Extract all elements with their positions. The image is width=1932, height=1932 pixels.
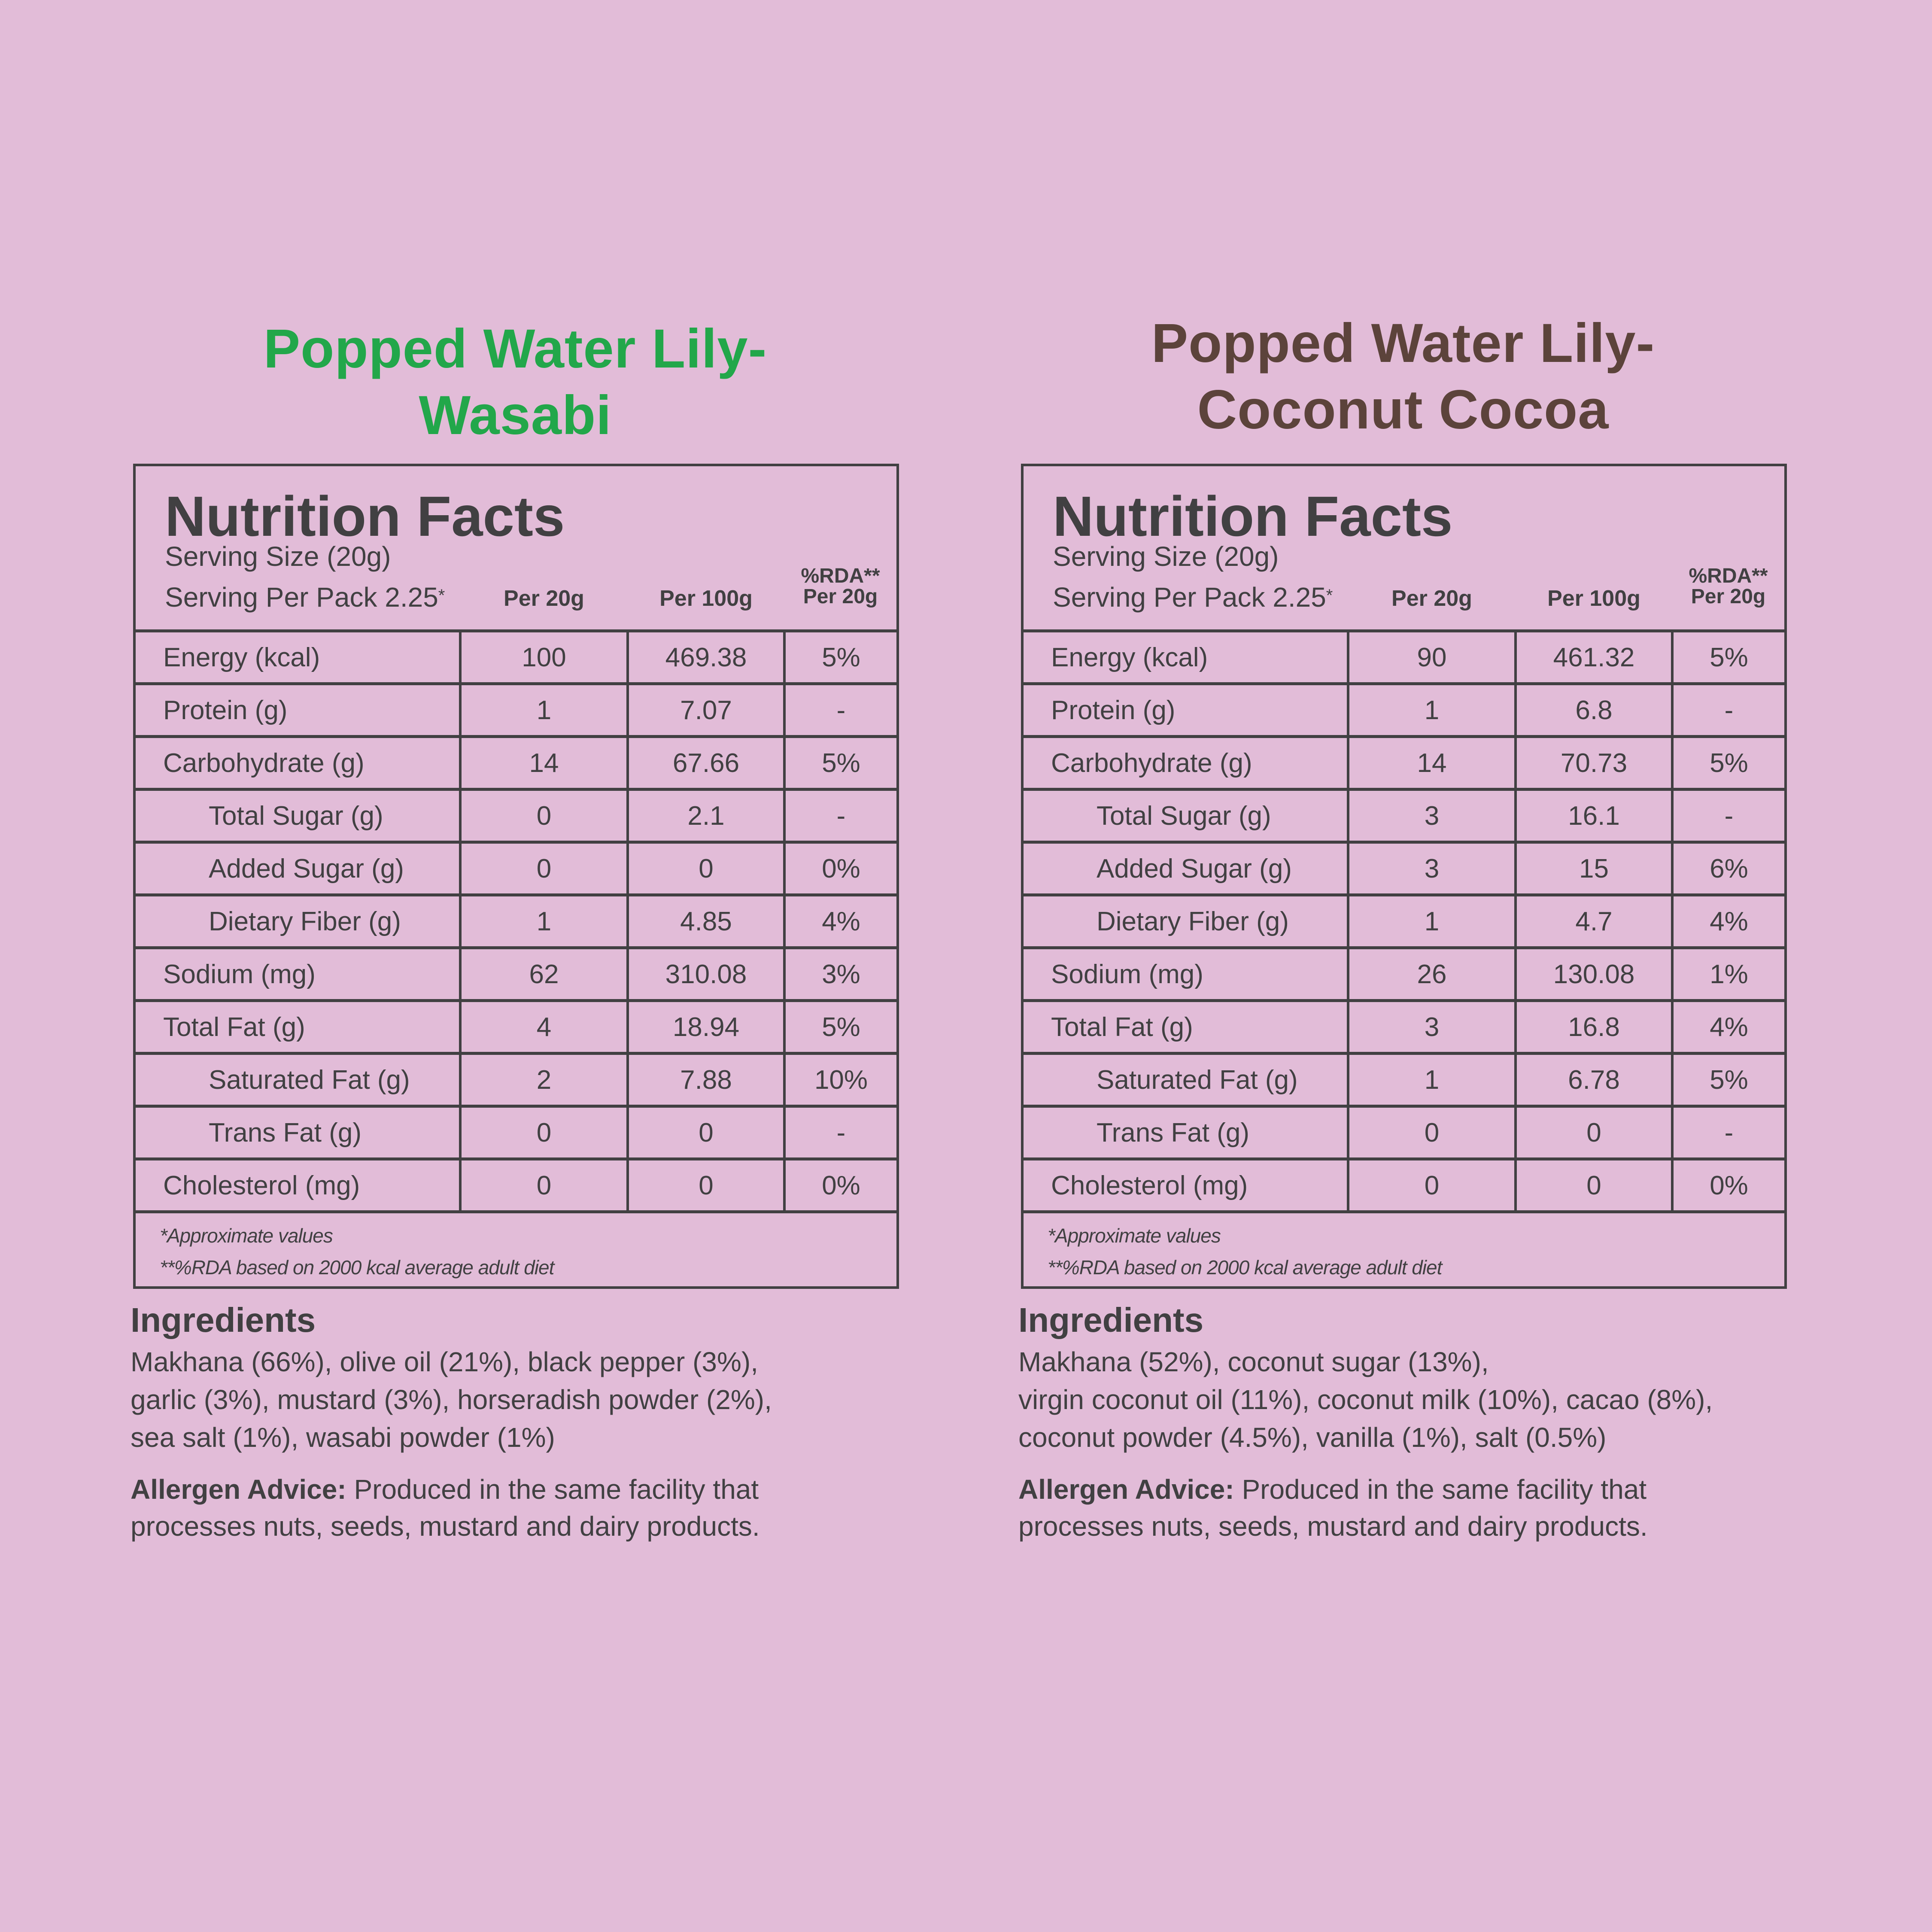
ingredients-line: virgin coconut oil (11%), coconut milk (10%), cacao (8%), [1018,1384,1713,1415]
value-per-100g: 130.08 [1516,948,1672,1001]
value-per-20g: 3 [1348,790,1516,842]
nutrient-label: Dietary Fiber (g) [1024,895,1348,948]
value-rda: 0% [784,1159,896,1211]
value-per-20g: 2 [460,1054,628,1106]
nutrition-footnotes [1024,1210,1784,1286]
column-header-per-100g: Per 100g [1547,586,1640,611]
value-per-100g: 4.85 [628,895,784,948]
footnote-approximate: *Approximate values [1048,1224,1221,1247]
table-row [1024,1001,1784,1054]
ingredients-section [1018,1301,1834,1545]
column-header-per-100g: Per 100g [659,586,753,611]
value-rda: 10% [784,1054,896,1106]
nutrient-label: Sodium (mg) [136,948,460,1001]
nutrient-label: Added Sugar (g) [136,842,460,895]
value-rda: 5% [1672,1054,1784,1106]
value-per-100g: 18.94 [628,1001,784,1054]
table-row [136,842,896,895]
table-row [1024,1106,1784,1159]
nutrition-table [1024,632,1784,1210]
nutrient-label: Saturated Fat (g) [136,1054,460,1106]
value-rda: 4% [784,895,896,948]
value-per-20g: 100 [460,632,628,684]
serving-per-pack [1053,580,1333,614]
value-per-100g: 7.88 [628,1054,784,1106]
value-rda: 1% [1672,948,1784,1001]
table-row [1024,948,1784,1001]
product-title [1021,310,1785,443]
value-per-20g: 0 [460,790,628,842]
nutrition-facts-panel [133,464,899,1289]
ingredients-title: Ingredients [1018,1301,1204,1339]
value-rda: - [784,684,896,737]
value-per-100g: 16.8 [1516,1001,1672,1054]
value-per-100g: 0 [628,1159,784,1211]
value-per-20g: 0 [1348,1159,1516,1211]
column-header-per-20g: Per 20g [504,586,584,611]
nutrition-title: Nutrition Facts [1053,485,1453,548]
footnote-rda: **%RDA based on 2000 kcal average adult diet [1048,1256,1442,1279]
serving-size: Serving Size (20g) [1053,541,1279,572]
nutrition-table [136,632,896,1210]
value-per-100g: 469.38 [628,632,784,684]
value-per-20g: 3 [1348,842,1516,895]
value-per-20g: 1 [460,895,628,948]
nutrition-title: Nutrition Facts [165,485,565,548]
nutrient-label: Energy (kcal) [1051,642,1208,672]
nutrition-facts-panel [1021,464,1787,1289]
value-rda: 5% [784,632,896,684]
serving-per-pack [165,580,445,614]
table-row [136,895,896,948]
ingredients-line: coconut powder (4.5%), vanilla (1%), salt (0.5%) [1018,1422,1607,1453]
footnote-rda: **%RDA based on 2000 kcal average adult diet [160,1256,554,1279]
value-per-100g: 6.8 [1516,684,1672,737]
serving-per-pack-text: Serving Per Pack 2.25 [165,582,438,613]
value-per-20g: 62 [460,948,628,1001]
ingredients-list [1018,1343,1834,1456]
nutrition-header [136,466,896,632]
ingredients-title: Ingredients [131,1301,316,1339]
value-per-20g: 0 [460,1159,628,1211]
product-title-line1: Popped Water Lily- [1151,313,1655,374]
value-rda: 3% [784,948,896,1001]
nutrient-label: Cholesterol (mg) [136,1159,460,1211]
nutrient-label: Total Sugar (g) [1024,790,1348,842]
value-per-100g: 0 [1516,1106,1672,1159]
table-row [1024,895,1784,948]
allergen-advice [131,1471,946,1545]
allergen-label: Allergen Advice: [131,1474,346,1505]
serving-per-pack-text: Serving Per Pack 2.25 [1053,582,1326,613]
value-per-100g: 0 [628,1106,784,1159]
nutrient-label: Cholesterol (mg) [1024,1159,1348,1211]
value-rda: - [1672,1106,1784,1159]
value-rda: - [784,790,896,842]
value-rda: 5% [1672,632,1784,684]
nutrition-header [1024,466,1784,632]
allergen-text: Produced in the same facility that [346,1474,759,1505]
nutrient-label: Total Sugar (g) [136,790,460,842]
column-header-per-20g: Per 20g [1391,586,1472,611]
nutrient-label: Total Fat (g) [136,1001,460,1054]
value-rda: 5% [1672,737,1784,790]
product-title-line2: Wasabi [419,385,612,446]
product-title-line2: Coconut Cocoa [1197,379,1609,440]
table-row [1024,684,1784,737]
value-per-100g: 461.32 [1516,632,1672,684]
ingredients-list [131,1343,946,1456]
allergen-text: processes nuts, seeds, mustard and dairy products. [1018,1511,1648,1542]
value-rda: - [784,1106,896,1159]
table-row [1024,790,1784,842]
column-header-rda [784,566,896,607]
value-per-100g: 15 [1516,842,1672,895]
serving-per-pack-mark: * [438,586,445,605]
nutrient-label: Trans Fat (g) [136,1106,460,1159]
nutrient-label: Carbohydrate (g) [136,737,460,790]
value-per-100g: 0 [628,842,784,895]
ingredients-line: Makhana (52%), coconut sugar (13%), [1018,1346,1489,1377]
table-row [1024,1159,1784,1211]
allergen-advice [1018,1471,1834,1545]
allergen-text: processes nuts, seeds, mustard and dairy products. [131,1511,760,1542]
nutrient-label: Trans Fat (g) [1024,1106,1348,1159]
ingredients-line: sea salt (1%), wasabi powder (1%) [131,1422,555,1453]
value-rda: - [1672,684,1784,737]
nutrient-label: Sodium (mg) [1024,948,1348,1001]
table-row [1024,1054,1784,1106]
ingredients-line: garlic (3%), mustard (3%), horseradish powder (2%), [131,1384,772,1415]
nutrient-label: Saturated Fat (g) [1024,1054,1348,1106]
ingredients-line: Makhana (66%), olive oil (21%), black pepper (3%), [131,1346,758,1377]
value-rda: - [1672,790,1784,842]
nutrient-label: Carbohydrate (g) [1024,737,1348,790]
value-per-20g: 3 [1348,1001,1516,1054]
nutrient-label: Total Fat (g) [1024,1001,1348,1054]
table-row [136,1001,896,1054]
ingredients-section [131,1301,946,1545]
value-per-20g: 26 [1348,948,1516,1001]
value-rda: 5% [784,737,896,790]
value-rda: 0% [1672,1159,1784,1211]
value-per-100g: 4.7 [1516,895,1672,948]
table-row [1024,842,1784,895]
footnote-approximate: *Approximate values [160,1224,333,1247]
table-row [136,1159,896,1211]
value-per-20g: 14 [460,737,628,790]
value-per-20g: 90 [1348,632,1516,684]
table-row [1024,737,1784,790]
table-row [136,790,896,842]
value-per-100g: 310.08 [628,948,784,1001]
value-rda: 4% [1672,1001,1784,1054]
product-title-line1: Popped Water Lily- [263,318,767,380]
serving-size: Serving Size (20g) [165,541,391,572]
nutrient-label: Protein (g) [136,684,460,737]
value-per-20g: 1 [460,684,628,737]
table-row [136,684,896,737]
value-rda: 6% [1672,842,1784,895]
table-row [1024,632,1784,684]
value-per-20g: 4 [460,1001,628,1054]
nutrient-label: Dietary Fiber (g) [136,895,460,948]
value-per-20g: 1 [1348,895,1516,948]
column-header-rda [1672,566,1784,607]
nutrition-footnotes [136,1210,896,1286]
value-per-100g: 16.1 [1516,790,1672,842]
allergen-label: Allergen Advice: [1018,1474,1234,1505]
value-per-20g: 0 [1348,1106,1516,1159]
rda-header-line1: %RDA** [1689,565,1768,587]
value-per-100g: 70.73 [1516,737,1672,790]
product-title [133,316,897,449]
value-rda: 4% [1672,895,1784,948]
allergen-text: Produced in the same facility that [1234,1474,1647,1505]
rda-header-line2: Per 20g [803,585,878,608]
rda-header-line2: Per 20g [1691,585,1766,608]
table-row [136,948,896,1001]
value-per-100g: 2.1 [628,790,784,842]
table-row [136,1106,896,1159]
value-per-100g: 6.78 [1516,1054,1672,1106]
value-rda: 0% [784,842,896,895]
value-per-100g: 7.07 [628,684,784,737]
value-rda: 5% [784,1001,896,1054]
table-row [136,737,896,790]
value-per-100g: 0 [1516,1159,1672,1211]
value-per-20g: 1 [1348,1054,1516,1106]
table-row [136,632,896,684]
serving-per-pack-mark: * [1326,586,1333,605]
value-per-20g: 14 [1348,737,1516,790]
nutrient-label: Energy (kcal) [163,642,320,672]
table-row [136,1054,896,1106]
value-per-100g: 67.66 [628,737,784,790]
rda-header-line1: %RDA** [801,565,880,587]
nutrient-label: Protein (g) [1024,684,1348,737]
value-per-20g: 0 [460,842,628,895]
value-per-20g: 1 [1348,684,1516,737]
value-per-20g: 0 [460,1106,628,1159]
nutrient-label: Added Sugar (g) [1024,842,1348,895]
